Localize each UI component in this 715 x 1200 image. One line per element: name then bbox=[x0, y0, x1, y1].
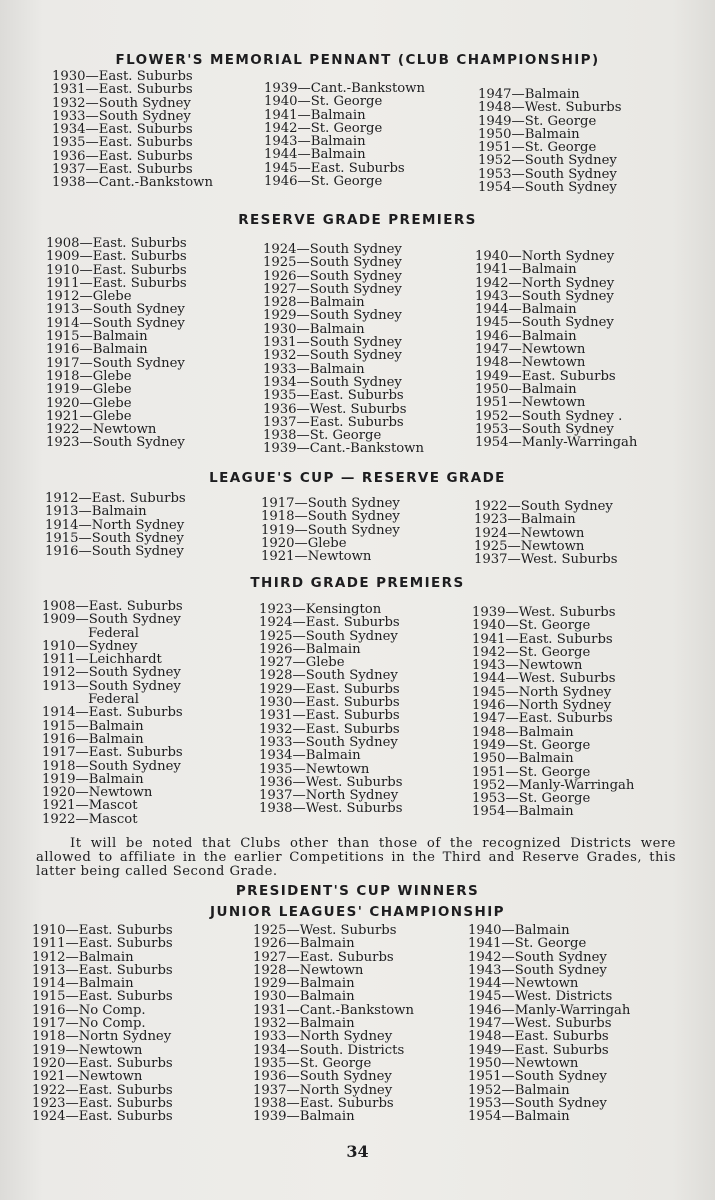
section-heading-reserve-grade-premiers: RESERVE GRADE PREMIERS bbox=[238, 212, 477, 228]
list-entry: 1939—Balmain bbox=[253, 1109, 355, 1125]
list-entry: 1952—Balmain bbox=[468, 1082, 570, 1098]
col-third-2 bbox=[259, 603, 402, 816]
col-flowers-1 bbox=[52, 70, 213, 190]
list-entry: 1931—Cant.-Bankstown bbox=[253, 1002, 414, 1018]
col-presidents-3 bbox=[468, 924, 630, 1123]
list-entry: 1923—Balmain bbox=[474, 512, 576, 528]
list-entry: 1954—Balmain bbox=[468, 1109, 570, 1125]
list-entry: 1927—East. Suburbs bbox=[253, 949, 394, 965]
list-entry: 1937—North Sydney bbox=[259, 788, 399, 804]
list-entry: 1943—South Sydney bbox=[475, 288, 614, 304]
list-entry: 1917—East. Suburbs bbox=[42, 745, 183, 761]
list-entry: 1931—East. Suburbs bbox=[52, 82, 193, 98]
list-entry: 1949—East. Suburbs bbox=[475, 368, 616, 384]
list-entry: Federal bbox=[42, 692, 139, 708]
list-entry: 1941—St. George bbox=[468, 936, 587, 952]
list-entry: 1947—Newtown bbox=[475, 342, 586, 358]
list-entry: 1913—Balmain bbox=[45, 504, 147, 520]
list-entry: 1943—Newtown bbox=[472, 658, 583, 674]
list-entry: 1909—East. Suburbs bbox=[46, 249, 187, 265]
list-entry: 1914—North Sydney bbox=[45, 517, 185, 533]
list-entry: 1921—Glebe bbox=[46, 408, 132, 424]
list-entry: 1953—South Sydney bbox=[468, 1095, 607, 1111]
list-entry: 1923—East. Suburbs bbox=[32, 1095, 173, 1111]
list-entry: 1945—West. Districts bbox=[468, 989, 613, 1005]
list-entry: 1939—West. Suburbs bbox=[472, 605, 616, 620]
col-leagues-3 bbox=[474, 500, 617, 566]
list-entry: 1954—South Sydney bbox=[478, 180, 617, 196]
list-entry: 1917—No Comp. bbox=[32, 1016, 146, 1032]
list-entry: 1944—West. Suburbs bbox=[472, 671, 616, 687]
list-entry: 1945—East. Suburbs bbox=[264, 160, 405, 176]
col-presidents-1 bbox=[32, 924, 173, 1123]
list-entry: 1918—Glebe bbox=[46, 368, 132, 384]
list-entry: 1924—South Sydney bbox=[263, 242, 402, 257]
list-entry: 1943—Balmain bbox=[264, 134, 366, 150]
list-entry: 1952—Manly-Warringah bbox=[472, 777, 635, 793]
list-entry: 1934—South Sydney bbox=[263, 374, 402, 390]
list-entry: 1925—South Sydney bbox=[259, 628, 398, 644]
list-entry: 1950—Balmain bbox=[478, 126, 580, 142]
section-heading-presidents-cup: PRESIDENT'S CUP WINNERS bbox=[235, 883, 480, 899]
list-entry: 1929—East. Suburbs bbox=[259, 681, 400, 697]
list-entry: 1939—Cant.-Bankstown bbox=[264, 81, 425, 96]
list-entry: 1921—Mascot bbox=[42, 798, 138, 814]
col-presidents-2 bbox=[253, 924, 414, 1123]
list-entry: 1926—South Sydney bbox=[263, 268, 402, 284]
list-entry: 1919—South Sydney bbox=[261, 522, 400, 538]
list-entry: 1920—East. Suburbs bbox=[32, 1055, 173, 1071]
list-entry: 1930—East. Suburbs bbox=[259, 695, 400, 711]
col-third-3 bbox=[472, 606, 634, 819]
list-entry: 1950—Balmain bbox=[472, 751, 574, 767]
list-entry: 1936—West. Suburbs bbox=[263, 401, 407, 417]
list-entry: 1913—South Sydney bbox=[46, 302, 185, 318]
col-reserve-3 bbox=[475, 250, 637, 449]
list-entry: 1944—Balmain bbox=[475, 302, 577, 318]
section-subheading-junior-leagues: JUNIOR LEAGUES' CHAMPIONSHIP bbox=[210, 904, 505, 920]
list-entry: 1930—Balmain bbox=[263, 321, 365, 337]
list-entry: 1918—South Sydney bbox=[261, 509, 400, 525]
list-entry: 1924—East. Suburbs bbox=[32, 1109, 173, 1125]
list-entry: 1916—No Comp. bbox=[32, 1002, 146, 1018]
note-paragraph bbox=[36, 837, 676, 879]
list-entry: 1937—East. Suburbs bbox=[52, 162, 193, 178]
list-entry: 1941—Balmain bbox=[264, 107, 366, 123]
list-entry: 1946—St. George bbox=[264, 174, 383, 190]
list-entry: 1917—South Sydney bbox=[261, 496, 400, 511]
list-entry: 1934—East. Suburbs bbox=[52, 122, 193, 138]
list-entry: 1932—East. Suburbs bbox=[259, 721, 400, 737]
list-entry: 1937—East. Suburbs bbox=[263, 414, 404, 430]
list-entry: 1936—South Sydney bbox=[253, 1069, 392, 1085]
list-entry: 1921—Newtown bbox=[261, 549, 372, 565]
list-entry: 1911—East. Suburbs bbox=[32, 936, 173, 952]
list-entry: 1948—Balmain bbox=[472, 724, 574, 740]
list-entry: 1918—Nortn Sydney bbox=[32, 1029, 172, 1045]
list-entry: 1940—St. George bbox=[472, 618, 591, 634]
list-entry: 1932—South Sydney bbox=[52, 95, 191, 111]
list-entry: 1940—North Sydney bbox=[475, 249, 615, 264]
list-entry: 1951—South Sydney bbox=[468, 1069, 607, 1085]
col-flowers-3 bbox=[478, 88, 621, 194]
list-entry: 1933—South Sydney bbox=[52, 108, 191, 124]
list-entry: 1933—South Sydney bbox=[259, 734, 398, 750]
section-heading-third-grade-premiers: THIRD GRADE PREMIERS bbox=[250, 575, 465, 591]
list-entry: 1915—Balmain bbox=[46, 329, 148, 345]
list-entry: 1944—Newtown bbox=[468, 976, 579, 992]
col-flowers-2 bbox=[264, 82, 425, 188]
list-entry: 1950—Newtown bbox=[468, 1055, 579, 1071]
section-heading-leagues-cup-reserve: LEAGUE'S CUP — RESERVE GRADE bbox=[209, 470, 506, 486]
list-entry: 1941—East. Suburbs bbox=[472, 631, 613, 647]
list-entry: 1922—Mascot bbox=[42, 811, 138, 827]
list-entry: 1941—Balmain bbox=[475, 262, 577, 278]
list-entry: 1947—East. Suburbs bbox=[472, 711, 613, 727]
list-entry: 1910—East. Suburbs bbox=[32, 923, 173, 938]
list-entry: 1951—St. George bbox=[478, 140, 597, 156]
list-entry: 1940—St. George bbox=[264, 94, 383, 110]
list-entry: 1933—Balmain bbox=[263, 361, 365, 377]
list-entry: Federal bbox=[42, 625, 139, 641]
list-entry: 1917—South Sydney bbox=[46, 355, 185, 371]
list-entry: 1953—South Sydney bbox=[478, 166, 617, 182]
list-entry: 1916—Balmain bbox=[46, 342, 148, 358]
list-entry: 1947—West. Suburbs bbox=[468, 1016, 612, 1032]
list-entry: 1954—Balmain bbox=[472, 804, 574, 820]
list-entry: 1949—East. Suburbs bbox=[468, 1042, 609, 1058]
list-entry: 1930—Balmain bbox=[253, 989, 355, 1005]
list-entry: 1925—South Sydney bbox=[263, 255, 402, 271]
list-entry: 1924—East. Suburbs bbox=[259, 615, 400, 631]
list-entry: 1921—Newtown bbox=[32, 1069, 143, 1085]
list-entry: 1935—St. George bbox=[253, 1055, 372, 1071]
list-entry: 1935—Newtown bbox=[259, 761, 370, 777]
list-entry: 1942—St. George bbox=[264, 120, 383, 136]
list-entry: 1946—Manly-Warringah bbox=[468, 1002, 631, 1018]
col-reserve-2 bbox=[263, 243, 424, 456]
list-entry: 1929—South Sydney bbox=[263, 308, 402, 324]
list-entry: 1950—Balmain bbox=[475, 381, 577, 397]
list-entry: 1920—Glebe bbox=[261, 535, 347, 551]
col-reserve-1 bbox=[46, 237, 187, 450]
note-text: It will be noted that Clubs other than those of the recognized Districts were allowed to affiliate in the earlier Competitions in the Third and Reserve Grades, this latter being called Second Grade. bbox=[36, 836, 676, 879]
list-entry: 1942—St. George bbox=[472, 644, 591, 660]
list-entry: 1948—Newtown bbox=[475, 355, 586, 371]
list-entry: 1915—East. Suburbs bbox=[32, 989, 173, 1005]
list-entry: 1911—East. Suburbs bbox=[46, 275, 187, 291]
list-entry: 1923—South Sydney bbox=[46, 435, 185, 451]
list-entry: 1916—Balmain bbox=[42, 731, 144, 747]
list-entry: 1952—South Sydney . bbox=[475, 408, 623, 424]
list-entry: 1946—North Sydney bbox=[472, 698, 612, 714]
list-entry: 1928—South Sydney bbox=[259, 668, 398, 684]
list-entry: 1943—South Sydney bbox=[468, 962, 607, 978]
list-entry: 1929—Balmain bbox=[253, 976, 355, 992]
list-entry: 1937—North Sydney bbox=[253, 1082, 393, 1098]
list-entry: 1919—Balmain bbox=[42, 771, 144, 787]
list-entry: 1922—East. Suburbs bbox=[32, 1082, 173, 1098]
list-entry: 1920—Newtown bbox=[42, 785, 153, 801]
list-entry: 1945—North Sydney bbox=[472, 684, 612, 700]
list-entry: 1953—St. George bbox=[472, 791, 591, 807]
list-entry: 1934—South. Districts bbox=[253, 1042, 405, 1058]
list-entry: 1931—South Sydney bbox=[263, 335, 402, 351]
list-entry: 1940—Balmain bbox=[468, 923, 570, 938]
list-entry: 1916—South Sydney bbox=[45, 544, 184, 560]
list-entry: 1912—East. Suburbs bbox=[45, 491, 186, 506]
list-entry: 1911—Leichhardt bbox=[42, 652, 162, 668]
list-entry: 1942—South Sydney bbox=[468, 949, 607, 965]
list-entry: 1925—Newtown bbox=[474, 538, 585, 554]
list-entry: 1935—East. Suburbs bbox=[263, 388, 404, 404]
list-entry: 1932—Balmain bbox=[253, 1016, 355, 1032]
list-entry: 1936—East. Suburbs bbox=[52, 148, 193, 164]
list-entry: 1947—Balmain bbox=[478, 87, 580, 102]
list-entry: 1912—Glebe bbox=[46, 289, 132, 305]
list-entry: 1914—East. Suburbs bbox=[42, 705, 183, 721]
list-entry: 1942—North Sydney bbox=[475, 275, 615, 291]
list-entry: 1938—St. George bbox=[263, 428, 382, 444]
list-entry: 1948—West. Suburbs bbox=[478, 100, 622, 116]
list-entry: 1938—East. Suburbs bbox=[253, 1095, 394, 1111]
col-leagues-1 bbox=[45, 492, 186, 558]
list-entry: 1948—East. Suburbs bbox=[468, 1029, 609, 1045]
list-entry: 1913—South Sydney bbox=[42, 678, 181, 694]
list-entry: 1952—South Sydney bbox=[478, 153, 617, 169]
list-entry: 1912—South Sydney bbox=[42, 665, 181, 681]
list-entry: 1930—East. Suburbs bbox=[52, 69, 193, 84]
list-entry: 1927—South Sydney bbox=[263, 281, 402, 297]
list-entry: 1946—Balmain bbox=[475, 328, 577, 344]
list-entry: 1915—South Sydney bbox=[45, 530, 184, 546]
list-entry: 1945—South Sydney bbox=[475, 315, 614, 331]
list-entry: 1936—West. Suburbs bbox=[259, 774, 403, 790]
list-entry: 1935—East. Suburbs bbox=[52, 135, 193, 151]
list-entry: 1913—East. Suburbs bbox=[32, 962, 173, 978]
col-leagues-2 bbox=[261, 497, 400, 563]
list-entry: 1938—Cant.-Bankstown bbox=[52, 175, 213, 191]
list-entry: 1938—West. Suburbs bbox=[259, 801, 403, 817]
list-entry: 1949—St. George bbox=[472, 737, 591, 753]
list-entry: 1928—Newtown bbox=[253, 962, 364, 978]
list-entry: 1951—St. George bbox=[472, 764, 591, 780]
list-entry: 1912—Balmain bbox=[32, 949, 134, 965]
list-entry: 1915—Balmain bbox=[42, 718, 144, 734]
list-entry: 1927—Glebe bbox=[259, 655, 345, 671]
list-entry: 1928—Balmain bbox=[263, 295, 365, 311]
list-entry: 1944—Balmain bbox=[264, 147, 366, 163]
list-entry: 1919—Newtown bbox=[32, 1042, 143, 1058]
list-entry: 1920—Glebe bbox=[46, 395, 132, 411]
col-third-1 bbox=[42, 600, 183, 826]
list-entry: 1931—East. Suburbs bbox=[259, 708, 400, 724]
list-entry: 1914—South Sydney bbox=[46, 315, 185, 331]
list-entry: 1925—West. Suburbs bbox=[253, 923, 397, 938]
list-entry: 1937—West. Suburbs bbox=[474, 552, 618, 568]
list-entry: 1910—East. Suburbs bbox=[46, 262, 187, 278]
list-entry: 1933—North Sydney bbox=[253, 1029, 393, 1045]
list-entry: 1934—Balmain bbox=[259, 748, 361, 764]
list-entry: 1908—East. Suburbs bbox=[46, 236, 187, 251]
list-entry: 1919—Glebe bbox=[46, 382, 132, 398]
list-entry: 1926—Balmain bbox=[253, 936, 355, 952]
list-entry: 1954—Manly-Warringah bbox=[475, 435, 638, 451]
list-entry: 1914—Balmain bbox=[32, 976, 134, 992]
list-entry: 1924—Newtown bbox=[474, 525, 585, 541]
list-entry: 1951—Newtown bbox=[475, 395, 586, 411]
list-entry: 1949—St. George bbox=[478, 113, 597, 129]
list-entry: 1922—Newtown bbox=[46, 422, 157, 438]
list-entry: 1939—Cant.-Bankstown bbox=[263, 441, 424, 457]
list-entry: 1953—South Sydney bbox=[475, 421, 614, 437]
list-entry: 1908—East. Suburbs bbox=[42, 599, 183, 614]
page-number: 34 bbox=[346, 1142, 369, 1161]
list-entry: 1922—South Sydney bbox=[474, 499, 613, 514]
list-entry: 1923—Kensington bbox=[259, 602, 382, 617]
list-entry: 1909—South Sydney bbox=[42, 612, 181, 628]
section-heading-flowers-memorial-pennant: FLOWER'S MEMORIAL PENNANT (CLUB CHAMPIONSHIP) bbox=[115, 52, 600, 68]
list-entry: 1926—Balmain bbox=[259, 641, 361, 657]
list-entry: 1918—South Sydney bbox=[42, 758, 181, 774]
list-entry: 1910—Sydney bbox=[42, 638, 138, 654]
list-entry: 1932—South Sydney bbox=[263, 348, 402, 364]
